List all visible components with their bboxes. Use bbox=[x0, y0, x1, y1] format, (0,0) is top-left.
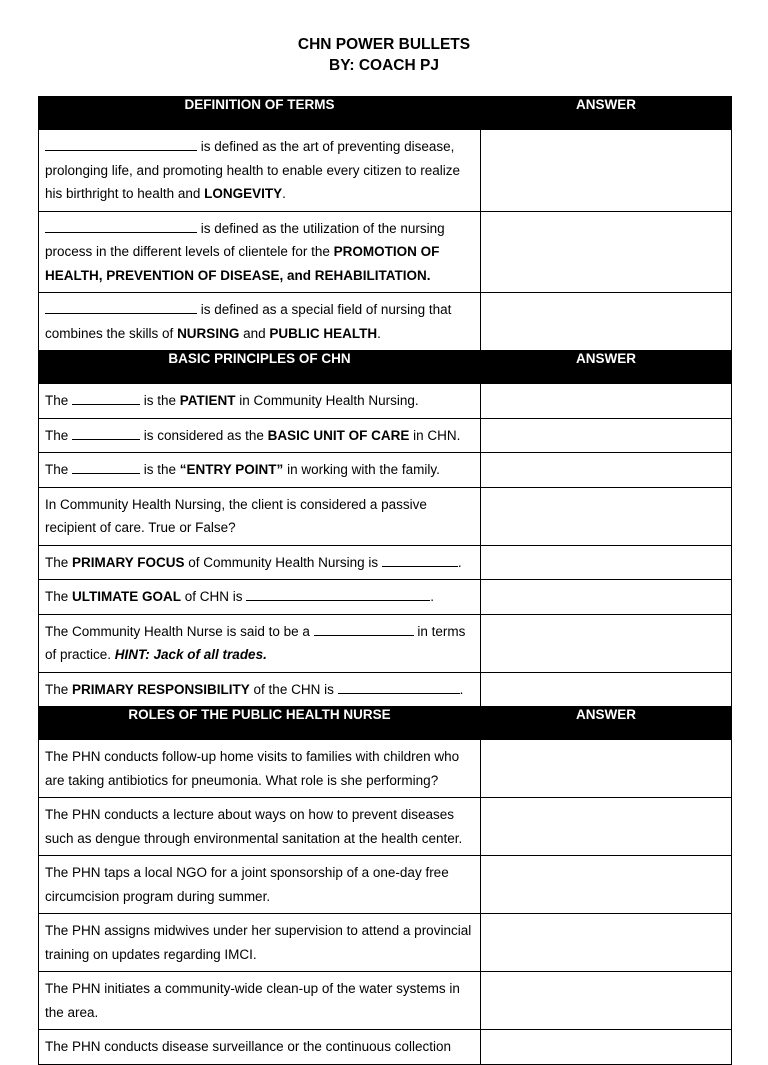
fill-blank bbox=[72, 390, 140, 405]
table-row bbox=[39, 914, 732, 972]
fill-blank bbox=[246, 586, 430, 601]
question-cell: The PHN conducts follow-up home visits to families with children who are taking antibiotics for pneumonia. What role is she performing? bbox=[39, 740, 481, 798]
table-row bbox=[39, 1030, 732, 1065]
answer-cell[interactable] bbox=[481, 1030, 732, 1065]
answer-cell[interactable] bbox=[481, 972, 732, 1030]
answer-heading: ANSWER bbox=[481, 97, 732, 130]
fill-blank bbox=[45, 136, 197, 151]
answer-cell[interactable] bbox=[481, 580, 732, 615]
table-row bbox=[39, 798, 732, 856]
question-cell: is defined as the utilization of the nursing process in the different levels of clientele for the PROMOTION OF HEALTH, PREVENTION OF DISEASE, and REHABILITATION. bbox=[39, 211, 481, 293]
table-row bbox=[39, 972, 732, 1030]
question-cell: The is considered as the BASIC UNIT OF CARE in CHN. bbox=[39, 418, 481, 453]
section-heading: ROLES OF THE PUBLIC HEALTH NURSE bbox=[39, 707, 481, 740]
answer-heading: ANSWER bbox=[481, 351, 732, 384]
title-line-2: BY: COACH PJ bbox=[329, 57, 439, 74]
worksheet-table bbox=[38, 96, 732, 1065]
answer-cell[interactable] bbox=[481, 211, 732, 293]
answer-cell[interactable] bbox=[481, 130, 732, 212]
answer-cell[interactable] bbox=[481, 418, 732, 453]
question-cell: The Community Health Nurse is said to be a in terms of practice. HINT: Jack of all trades. bbox=[39, 614, 481, 672]
question-cell: The is the “ENTRY POINT” in working with the family. bbox=[39, 453, 481, 488]
question-cell: The PHN conducts disease surveillance or the continuous collection bbox=[39, 1030, 481, 1065]
section-header-row bbox=[39, 351, 732, 384]
fill-blank bbox=[45, 299, 197, 314]
question-cell: The PHN taps a local NGO for a joint sponsorship of a one-day free circumcision program during summer. bbox=[39, 856, 481, 914]
fill-blank bbox=[314, 621, 414, 636]
table-row bbox=[39, 545, 732, 580]
table-row bbox=[39, 740, 732, 798]
table-row bbox=[39, 672, 732, 707]
answer-cell[interactable] bbox=[481, 672, 732, 707]
table-row bbox=[39, 384, 732, 419]
title-line-1: CHN POWER BULLETS bbox=[297, 36, 471, 53]
table-row bbox=[39, 856, 732, 914]
fill-blank bbox=[338, 679, 460, 694]
question-cell: is defined as a special field of nursing that combines the skills of NURSING and PUBLIC HEALTH. bbox=[39, 293, 481, 351]
question-cell: The is the PATIENT in Community Health Nursing. bbox=[39, 384, 481, 419]
question-cell: The PHN assigns midwives under her supervision to attend a provincial training on updates regarding IMCI. bbox=[39, 914, 481, 972]
answer-cell[interactable] bbox=[481, 293, 732, 351]
fill-blank bbox=[72, 459, 140, 474]
table-row bbox=[39, 211, 732, 293]
answer-cell[interactable] bbox=[481, 740, 732, 798]
section-header-row bbox=[39, 707, 732, 740]
table-row bbox=[39, 293, 732, 351]
question-cell: In Community Health Nursing, the client is considered a passive recipient of care. True or False? bbox=[39, 487, 481, 545]
table-row bbox=[39, 614, 732, 672]
answer-cell[interactable] bbox=[481, 453, 732, 488]
fill-blank bbox=[382, 552, 458, 567]
question-cell: The PRIMARY RESPONSIBILITY of the CHN is . bbox=[39, 672, 481, 707]
answer-cell[interactable] bbox=[481, 798, 732, 856]
table-row bbox=[39, 580, 732, 615]
answer-cell[interactable] bbox=[481, 487, 732, 545]
section-heading: BASIC PRINCIPLES OF CHN bbox=[39, 351, 481, 384]
answer-cell[interactable] bbox=[481, 614, 732, 672]
question-cell: The PHN initiates a community-wide clean-up of the water systems in the area. bbox=[39, 972, 481, 1030]
answer-cell[interactable] bbox=[481, 384, 732, 419]
section-heading: DEFINITION OF TERMS bbox=[39, 97, 481, 130]
question-cell: The PRIMARY FOCUS of Community Health Nursing is . bbox=[39, 545, 481, 580]
answer-cell[interactable] bbox=[481, 914, 732, 972]
answer-cell[interactable] bbox=[481, 545, 732, 580]
question-cell: The PHN conducts a lecture about ways on how to prevent diseases such as dengue through environmental sanitation at the health center. bbox=[39, 798, 481, 856]
answer-cell[interactable] bbox=[481, 856, 732, 914]
question-cell: The ULTIMATE GOAL of CHN is . bbox=[39, 580, 481, 615]
document-title bbox=[0, 34, 768, 76]
answer-heading: ANSWER bbox=[481, 707, 732, 740]
table-row bbox=[39, 130, 732, 212]
table-row bbox=[39, 487, 732, 545]
table-row bbox=[39, 418, 732, 453]
question-cell: is defined as the art of preventing disease, prolonging life, and promoting health to enable every citizen to realize his birthright to health and LONGEVITY. bbox=[39, 130, 481, 212]
table-row bbox=[39, 453, 732, 488]
section-header-row bbox=[39, 97, 732, 130]
fill-blank bbox=[45, 218, 197, 233]
fill-blank bbox=[72, 425, 140, 440]
